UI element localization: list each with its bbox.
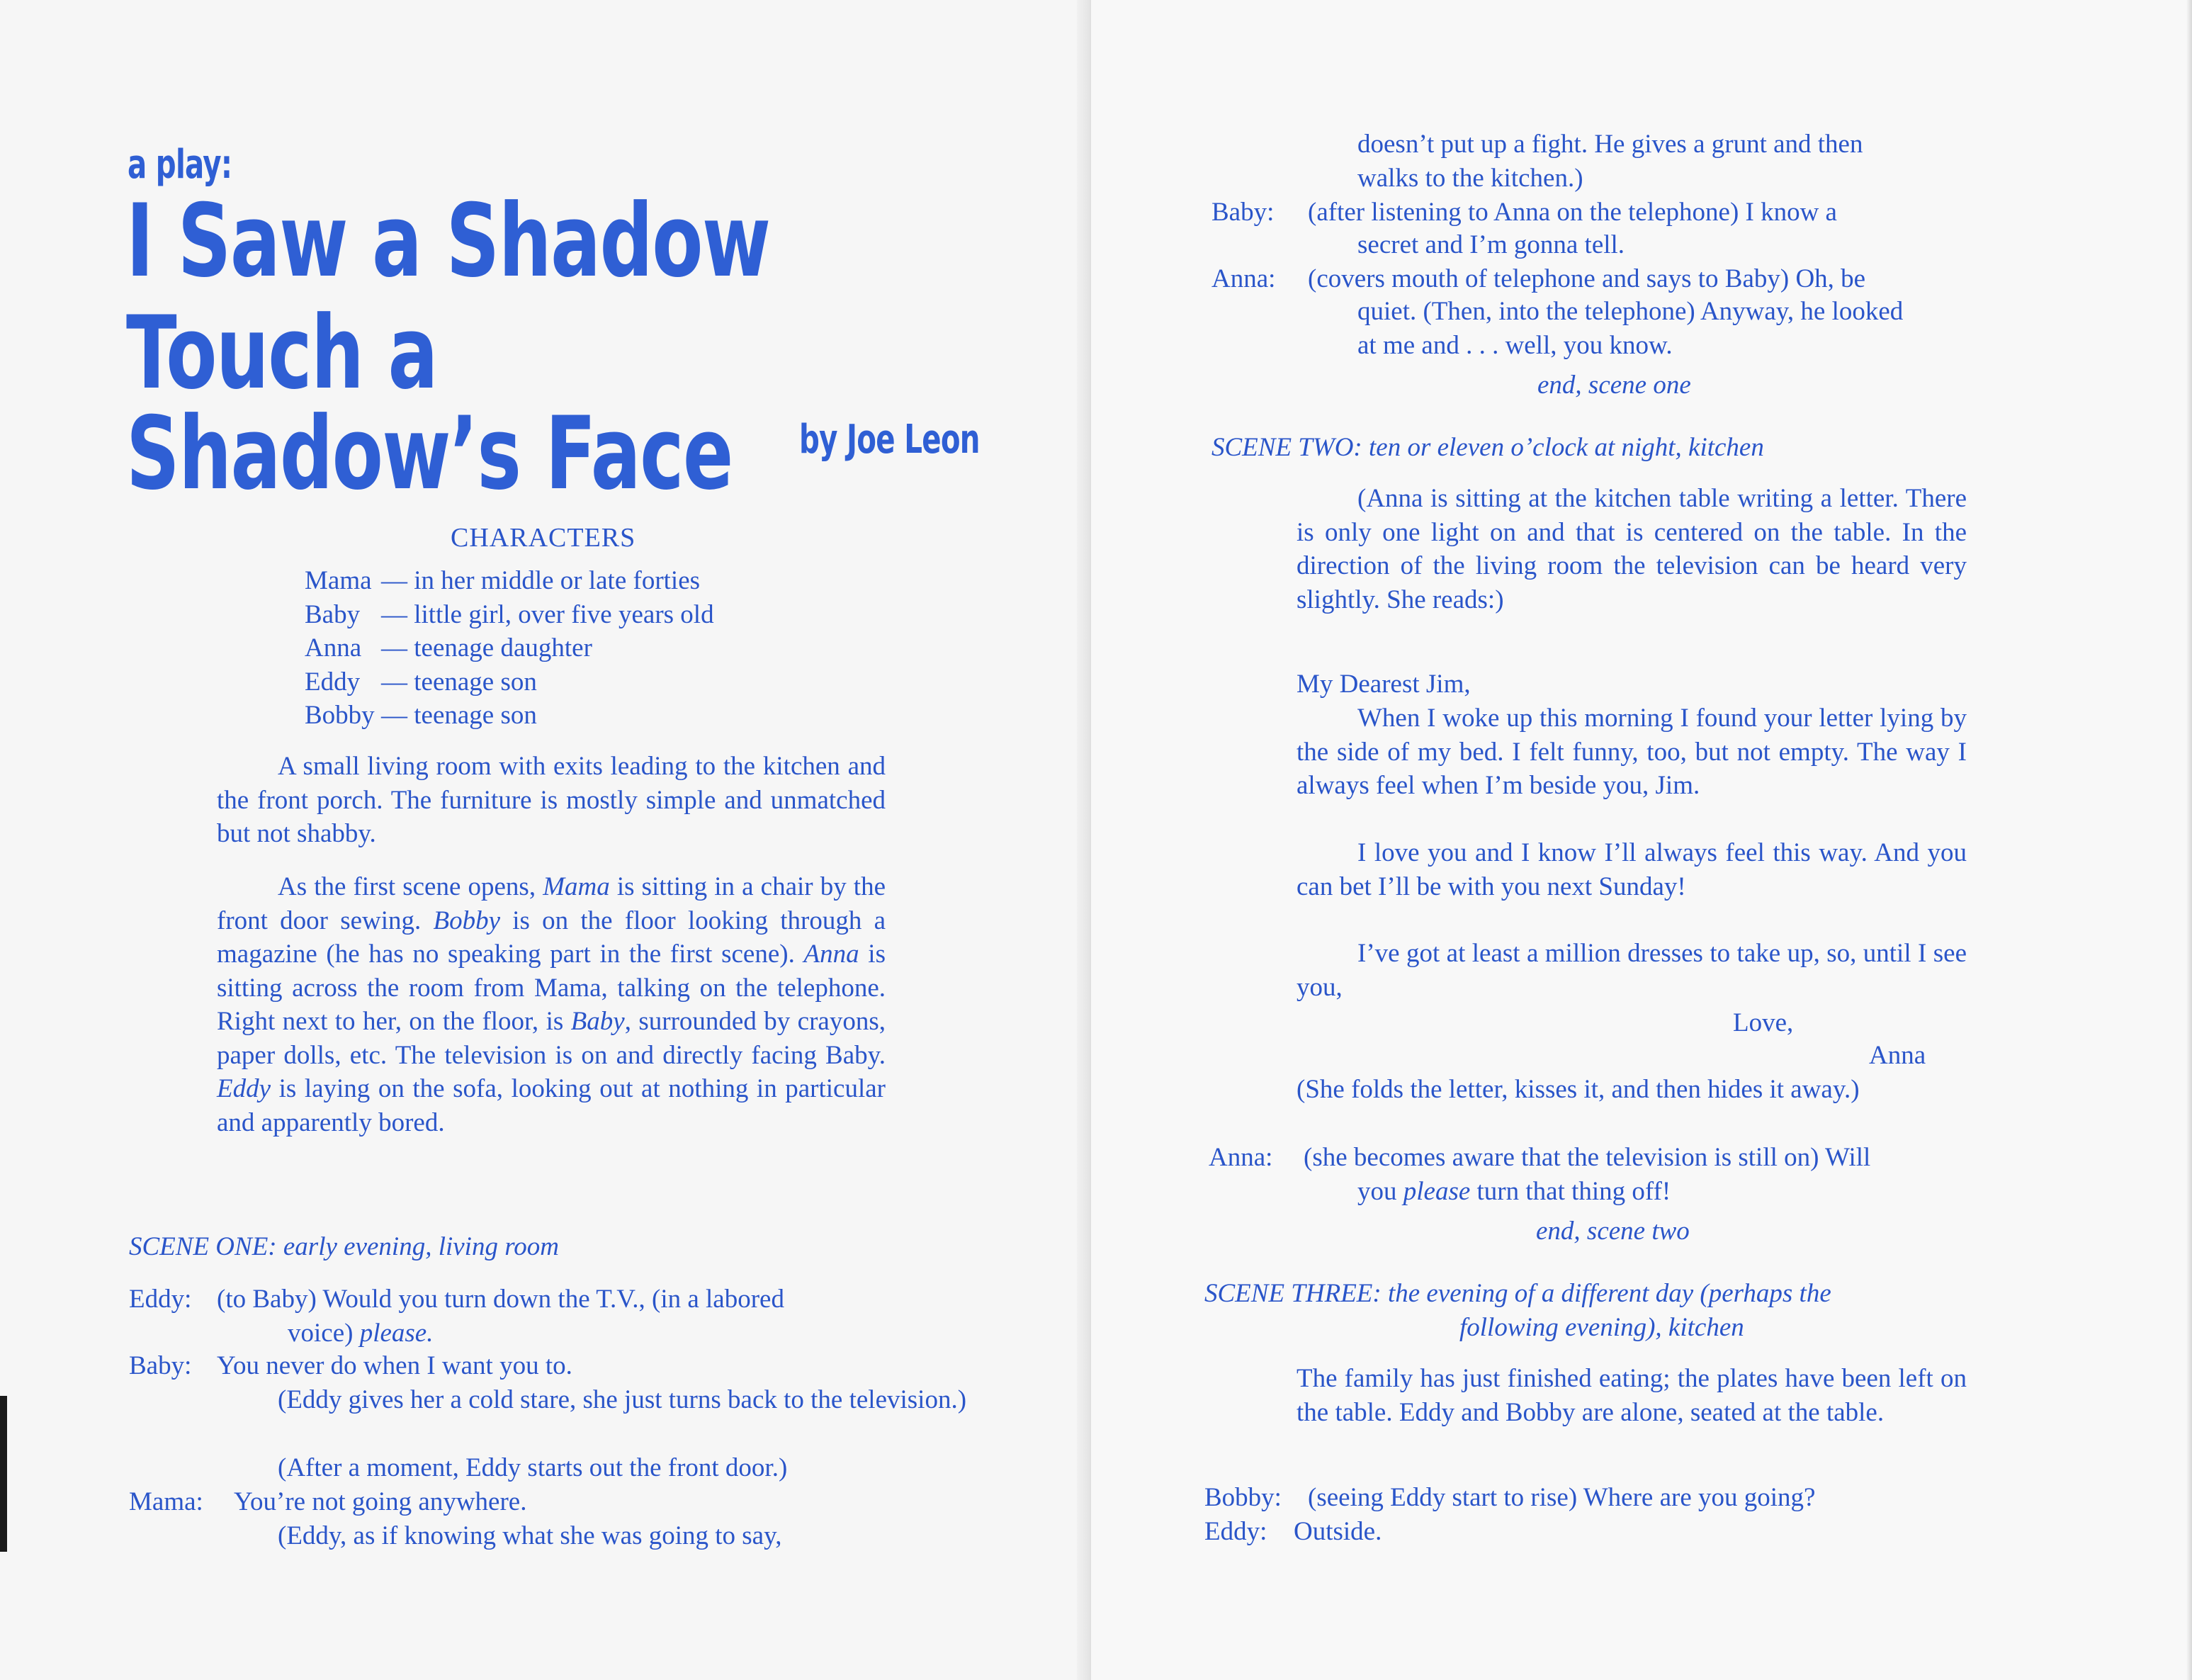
- character-name: Baby: [305, 599, 361, 629]
- play-title-line-1: I Saw a Shadow: [126, 183, 770, 300]
- scene-description: the evening of a different day (perhaps the: [1381, 1279, 1831, 1308]
- character-row: [305, 699, 714, 733]
- dialogue-text: voice): [288, 1319, 360, 1348]
- scene-three-heading: [1204, 1277, 1831, 1311]
- character-row: [305, 598, 714, 632]
- character-mention: Eddy: [217, 1074, 271, 1103]
- character-name: Anna: [305, 633, 362, 663]
- speaker-label: Eddy:: [129, 1285, 192, 1314]
- speaker-label: Eddy:: [1204, 1517, 1267, 1546]
- page-edge-shadow: [0, 1396, 7, 1552]
- opening-text: , surrounded by crayons, paper dolls, etc. The television is on and directly facing Baby.: [217, 1007, 886, 1070]
- speaker-label: Baby:: [129, 1351, 192, 1380]
- character-mention: Bobby: [433, 906, 501, 935]
- dialogue-line: quiet. (Then, into the telephone) Anyway, he looked: [1357, 297, 1904, 326]
- dialogue-line: Outside.: [1294, 1517, 1382, 1546]
- letter-paragraph: I’ve got at least a million dresses to take up, so, until I see you,: [1296, 939, 1967, 1002]
- play-title-line-2: Touch a Shadow’s Face: [126, 295, 733, 512]
- opening-text: As the first scene opens,: [278, 872, 543, 901]
- character-description: — little girl, over five years old: [381, 599, 714, 629]
- character-name: Eddy: [305, 667, 361, 697]
- opening-description: [217, 870, 886, 1139]
- stage-direction: (Anna is sitting at the kitchen table writing a letter. There is only one light on and that is centered on the table. In the direction of the living room the television can be heard very slightly. She reads:): [1296, 484, 1967, 614]
- opening-text: is laying on the sofa, looking out at nothing in particular and apparently bored.: [217, 1074, 886, 1137]
- character-list: [305, 564, 714, 733]
- character-mention: Anna: [803, 940, 859, 969]
- dialogue-line: [1357, 1175, 1671, 1209]
- dialogue-line: (seeing Eddy start to rise) Where are you going?: [1308, 1483, 1816, 1512]
- characters-heading: CHARACTERS: [451, 523, 636, 553]
- letter-closing: Love,: [1733, 1008, 1794, 1037]
- dialogue-line: You never do when I want you to.: [217, 1351, 572, 1380]
- dialogue-line: (after listening to Anna on the telephone) I know a: [1308, 198, 1837, 227]
- dialogue-line: [288, 1317, 433, 1351]
- dialogue-line: at me and . . . well, you know.: [1357, 331, 1673, 360]
- dialogue-line: You’re not going anywhere.: [234, 1487, 527, 1516]
- character-description: — in her middle or late forties: [381, 566, 701, 595]
- play-kicker: a play:: [128, 142, 232, 188]
- speaker-label: Baby:: [1211, 198, 1275, 227]
- stage-direction: (Eddy, as if knowing what she was going to say,: [278, 1521, 782, 1550]
- letter-salutation: My Dearest Jim,: [1296, 670, 1471, 699]
- dialogue-line: (covers mouth of telephone and says to Baby) Oh, be: [1308, 264, 1866, 293]
- opening-text: is sitting in a chair by the front door sewing.: [217, 872, 886, 935]
- scene-one-heading: SCENE ONE: early evening, living room: [129, 1232, 559, 1261]
- character-name: Bobby: [305, 701, 375, 730]
- speaker-label: Anna:: [1211, 264, 1276, 293]
- scene-description: ten or eleven o’clock at night, kitchen: [1362, 433, 1764, 462]
- dialogue-line: (she becomes aware that the television is still on) Will: [1304, 1143, 1871, 1172]
- author-byline: by Joe Leon: [799, 417, 980, 463]
- end-scene-marker: end, scene one: [1537, 371, 1691, 400]
- letter-paragraph: When I woke up this morning I found your letter lying by the side of my bed. I felt funny, too, but not empty. The way I always feel when I’m beside you, Jim.: [1296, 704, 1967, 800]
- speaker-label: Mama:: [129, 1487, 203, 1516]
- character-row: [305, 665, 714, 699]
- dialogue-text: turn that thing off!: [1470, 1177, 1671, 1206]
- character-row: [305, 631, 714, 665]
- left-page: [0, 0, 1091, 1680]
- stage-direction: doesn’t put up a fight. He gives a grunt and then: [1357, 130, 1863, 159]
- character-description: — teenage son: [381, 701, 537, 730]
- scene-label: SCENE TWO:: [1211, 433, 1362, 462]
- letter-signature: Anna: [1869, 1041, 1926, 1070]
- character-mention: Mama: [543, 872, 610, 901]
- page-edge-shadow: [2186, 0, 2192, 1680]
- stage-direction: walks to the kitchen.): [1357, 164, 1583, 193]
- stage-direction: (She folds the letter, kisses it, and then hides it away.): [1296, 1075, 1860, 1104]
- scene-three-heading-cont: following evening), kitchen: [1459, 1313, 1744, 1342]
- opening-text: is sitting across the room from Mama, talking on the telephone. Right next to her, on the floor, is: [217, 940, 886, 1036]
- character-row: [305, 564, 714, 598]
- character-description: — teenage daughter: [381, 633, 592, 663]
- right-page: [1091, 0, 2192, 1680]
- dialogue-line: (to Baby) Would you turn down the T.V., (in a labored: [217, 1285, 784, 1314]
- opening-text: is on the floor looking through a magazine (he has no speaking part in the first scene).: [217, 906, 886, 969]
- dialogue-line: secret and I’m gonna tell.: [1357, 230, 1625, 259]
- stage-direction: (Eddy gives her a cold stare, she just turns back to the television.): [278, 1385, 967, 1414]
- letter-paragraph: I love you and I know I’ll always feel this way. And you can bet I’ll be with you next Sunday!: [1296, 838, 1967, 901]
- scene-label: SCENE THREE:: [1204, 1279, 1382, 1308]
- stage-direction: (After a moment, Eddy starts out the front door.): [278, 1453, 788, 1482]
- setting-description: A small living room with exits leading to the kitchen and the front porch. The furniture is mostly simple and unmatched but not shabby.: [217, 752, 886, 848]
- stage-direction: The family has just finished eating; the plates have been left on the table. Eddy and Bobby are alone, seated at the table.: [1296, 1364, 1967, 1427]
- dialogue-text: you: [1357, 1177, 1403, 1206]
- scene-two-heading: [1211, 431, 1764, 465]
- speaker-label: Anna:: [1209, 1143, 1273, 1172]
- speaker-label: Bobby:: [1204, 1483, 1282, 1512]
- character-name: Mama: [305, 566, 372, 595]
- character-mention: Baby: [570, 1007, 625, 1036]
- end-scene-marker: end, scene two: [1536, 1217, 1690, 1246]
- dialogue-emphasis: please: [1403, 1177, 1471, 1206]
- dialogue-emphasis: please.: [359, 1319, 434, 1348]
- character-description: — teenage son: [381, 667, 537, 697]
